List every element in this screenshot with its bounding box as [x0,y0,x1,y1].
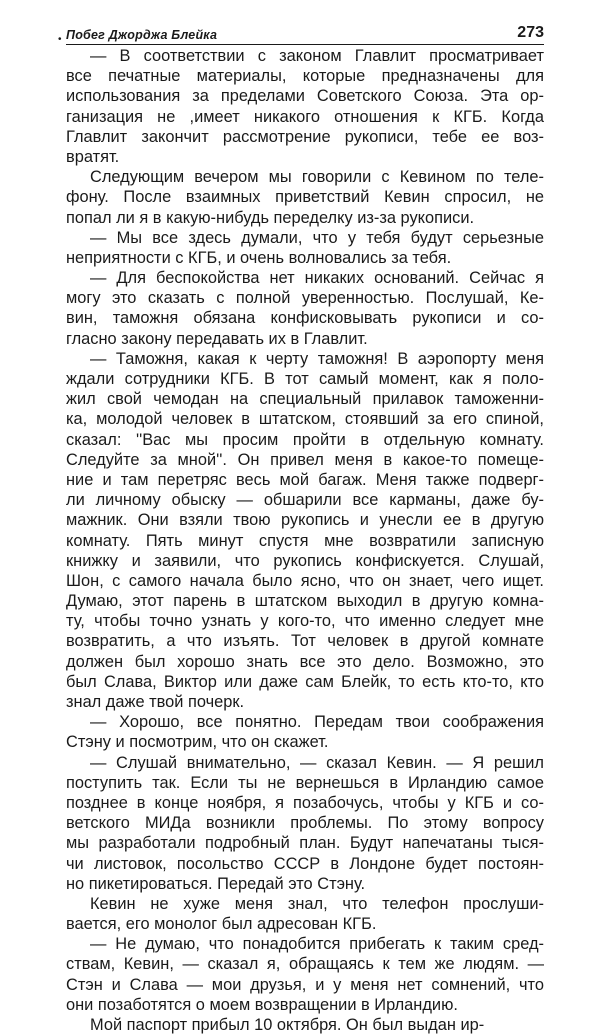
text-line: неприятности с КГБ, и очень волновались за тебя. [66,248,452,267]
text-line: Шон, с самого начала было ясно, что он знает, чего ищет. [66,571,544,590]
paragraph [66,1015,544,1035]
text-line: возвратить, а что изъять. Тот человек в другой комнате [66,632,544,651]
paragraph [66,894,544,934]
text-line: использования за пределами Советского Союза. Эта ор- [66,87,544,106]
text-line: — В соответствии с законом Главлит просматривает [90,47,544,65]
text-line: — Таможня, какая к черту таможня! В аэропорту меня [90,349,544,368]
text-line: — Для беспокойства нет никаких оснований. Сейчас я [90,269,544,288]
text-line: — Не думаю, что понадобится прибегать к таким сред- [90,935,544,954]
text-line: книжку и заявили, что рукопись конфискуется. Слушай, [66,551,544,570]
text-line: чи листовок, посольство СССР в Лондоне будет постоян- [66,854,544,873]
paragraph [66,46,544,167]
text-line: ка, молодой человек в штатском, стоявший за его спиной, [66,410,544,429]
text-line: вается, его монолог был адресован КГБ. [66,915,377,934]
text-line: могу это сказать с полной уверенностью. Послушай, Ке- [66,289,544,308]
text-line: вин, таможня обязана конфисковывать рукописи и со- [66,309,544,328]
page-header [58,22,544,48]
page-number: 273 [517,24,544,41]
text-line: комнату. Пять минут спустя мне возвратили записную [66,531,544,550]
text-line: ждали сотрудники КГБ. В тот самый момент, как я поло- [66,370,544,388]
text-line: все печатные материалы, которые предназначены для [66,67,544,86]
text-line: — Хорошо, все понятно. Передам твои соображения [90,713,544,732]
text-line: сказал: ''Вас мы просим пройти в отдельную комнату. [66,430,544,449]
paragraph [66,268,544,349]
text-line: — Слушай внимательно, — сказал Кевин. — Я решил [90,753,544,772]
text-line: Мой паспорт прибыл 10 октября. Он был выдан ир- [90,1016,485,1034]
text-line: Следуйте за мной''. Он привел меня в какое-то помеще- [66,450,544,469]
paragraph [66,167,544,228]
text-line: Следующим вечером мы говорили с Кевином по теле- [90,168,544,187]
text-line: Главлит закончит рассмотрение рукописи, тебе ее воз- [66,127,544,146]
header-bullet-mark: • [58,34,62,45]
text-line: фону. После взаимных приветствий Кевин спросил, не [66,188,544,207]
paragraph [66,753,544,894]
paragraph [66,349,544,712]
text-line: поступить так. Если ты не вернешься в Ирландию самое [66,773,544,792]
text-line: Стэн и Слава — мои друзья, и у меня нет сомнений, что [66,975,544,994]
text-line: ветского МИДа возникли проблемы. По этому вопросу [66,814,544,833]
running-title: Побег Джорджа Блейка [66,28,218,42]
paragraph [66,934,544,1015]
text-line: мажник. Они взяли твою рукопись и унесли ее в другую [66,511,544,530]
text-line: они позаботятся о моем возвращении в Ирландию. [66,995,458,1014]
text-line: жил свой чемодан на специальный прилавок таможенни- [66,390,544,409]
paragraph [66,712,544,752]
text-line: вратят. [66,147,120,166]
text-line: Думаю, этот парень в штатском выходил в другую комна- [66,592,544,611]
text-line: попал ли я в какую-нибудь переделку из-за рукописи. [66,208,475,227]
text-line: позднее в конце ноября, я позабочусь, чтобы у КГБ и со- [66,793,544,812]
body-text [66,46,544,1035]
text-line: ту, чтобы точно узнать у кого-то, что именно следует мне [66,612,544,631]
text-line: — Мы все здесь думали, что у тебя будут серьезные [90,228,544,247]
text-line: был Слава, Виктор или даже сам Блейк, то есть кто-то, кто [66,672,544,691]
text-line: ствам, Кевин, — сказал я, обращаясь к тем же людям. — [66,955,544,974]
header-rule [66,44,544,45]
text-line: знал даже твой почерк. [66,693,245,711]
paragraph [66,228,544,268]
text-line: должен был хорошо знать все это дело. Возможно, это [66,652,544,671]
text-line: ли личному обыску — обшарили все карманы, даже бу- [66,491,544,510]
text-line: мы разработали подробный план. Будут напечатаны тыся- [66,834,544,853]
text-line: ние и там перетряс весь мой багаж. Меня также подверг- [66,470,544,489]
text-line: но пикетироваться. Передай это Стэну. [66,874,366,893]
text-line: гласно закону передавать их в Главлит. [66,329,368,348]
text-line: Кевин не хуже меня знал, что телефон прослуши- [90,894,544,913]
text-line: ганизация не ,имеет никакого отношения к КГБ. Когда [66,107,544,126]
text-line: Стэну и посмотрим, что он скажет. [66,733,329,752]
